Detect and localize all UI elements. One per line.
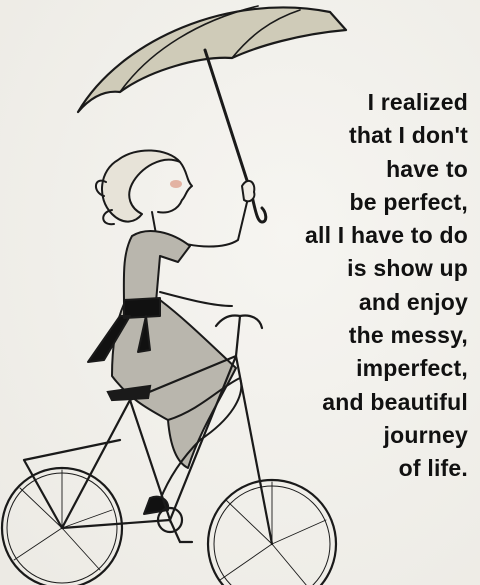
cheek <box>170 180 182 188</box>
quote-text <box>238 86 468 486</box>
quote-line: imperfect, <box>356 355 468 382</box>
quote-line: is show up <box>347 255 468 282</box>
quote-line: I realized <box>367 89 468 115</box>
quote-line: have to <box>386 155 468 182</box>
quote-line: and enjoy <box>358 288 468 315</box>
quote-line: journey <box>383 421 468 448</box>
rear-rack <box>24 440 120 528</box>
quote-line: the messy, <box>348 322 468 349</box>
dress-top <box>124 231 190 304</box>
back-arm <box>160 292 232 306</box>
quote-line: all I have to do <box>305 222 468 249</box>
seat <box>108 386 150 400</box>
quote-line: that I don't <box>348 122 468 149</box>
quote-line: of life. <box>398 455 468 482</box>
girl <box>88 150 254 514</box>
quote-line: and beautiful <box>322 388 468 415</box>
quote-line: be perfect, <box>349 188 468 215</box>
